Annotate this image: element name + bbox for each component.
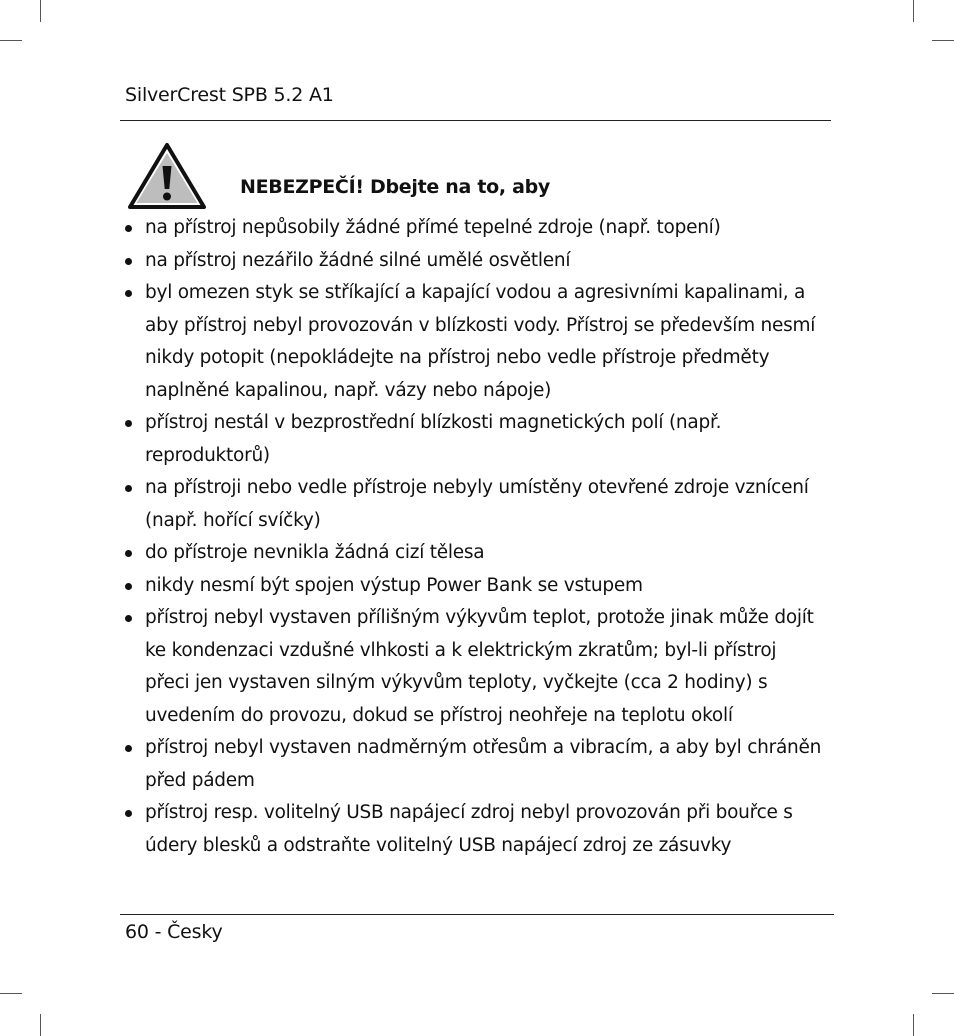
list-item: nikdy nesmí být spojen výstup Power Bank se vstupem [125, 570, 825, 603]
crop-mark-top-left [40, 0, 41, 22]
crop-mark-bottom-right [913, 1014, 914, 1036]
warning-title: NEBEZPEČÍ! Dbejte na to, aby [240, 176, 551, 198]
crop-mark-left-bottom [0, 993, 22, 994]
list-item: přístroj resp. volitelný USB napájecí zdroj nebyl provozován při bouřce s údery blesků a odstraňte volitelný USB napájecí zdroj ze zásuvky [125, 797, 825, 862]
safety-list [125, 212, 825, 862]
crop-mark-top-right [913, 0, 914, 22]
warning-triangle-icon [127, 142, 207, 210]
page-header: SilverCrest SPB 5.2 A1 [125, 84, 334, 106]
list-item: na přístroj nepůsobily žádné přímé tepelné zdroje (např. topení) [125, 212, 825, 245]
crop-mark-bottom-left [40, 1014, 41, 1036]
crop-mark-left-top [0, 40, 22, 41]
list-item: na přístroji nebo vedle přístroje nebyly umístěny otevřené zdroje vznícení (např. hořící svíčky) [125, 472, 825, 537]
list-item: přístroj nebyl vystaven přílišným výkyvům teplot, protože jinak může dojít ke kondenzaci vzdušné vlhkosti a k elektrickým zkratům; byl-li přístroj přeci jen vystaven silným výkyvům teploty, vyčkejte (cca 2 hodiny) s uvedením do provozu, dokud se přístroj neohřeje na teplotu okolí [125, 602, 825, 732]
list-item: na přístroj nezářilo žádné silné umělé osvětlení [125, 245, 825, 278]
list-item: přístroj nebyl vystaven nadměrným otřesům a vibracím, a aby byl chráněn před pádem [125, 732, 825, 797]
crop-mark-right-top [932, 40, 954, 41]
crop-mark-right-bottom [932, 993, 954, 994]
list-item: do přístroje nevnikla žádná cizí tělesa [125, 537, 825, 570]
list-item: přístroj nestál v bezprostřední blízkosti magnetických polí (např. reproduktorů) [125, 407, 825, 472]
list-item: byl omezen styk se stříkající a kapající vodou a agresivními kapalinami, a aby přístroj nebyl provozován v blízkosti vody. Přístroj se především nesmí nikdy potopit (nepokládejte na přístroj nebo vedle přístroje předměty naplněné kapalinou, např. vázy nebo nápoje) [125, 277, 825, 407]
footer-rule [120, 914, 834, 915]
page-number: 60 - Česky [125, 921, 223, 943]
header-rule [120, 120, 831, 121]
